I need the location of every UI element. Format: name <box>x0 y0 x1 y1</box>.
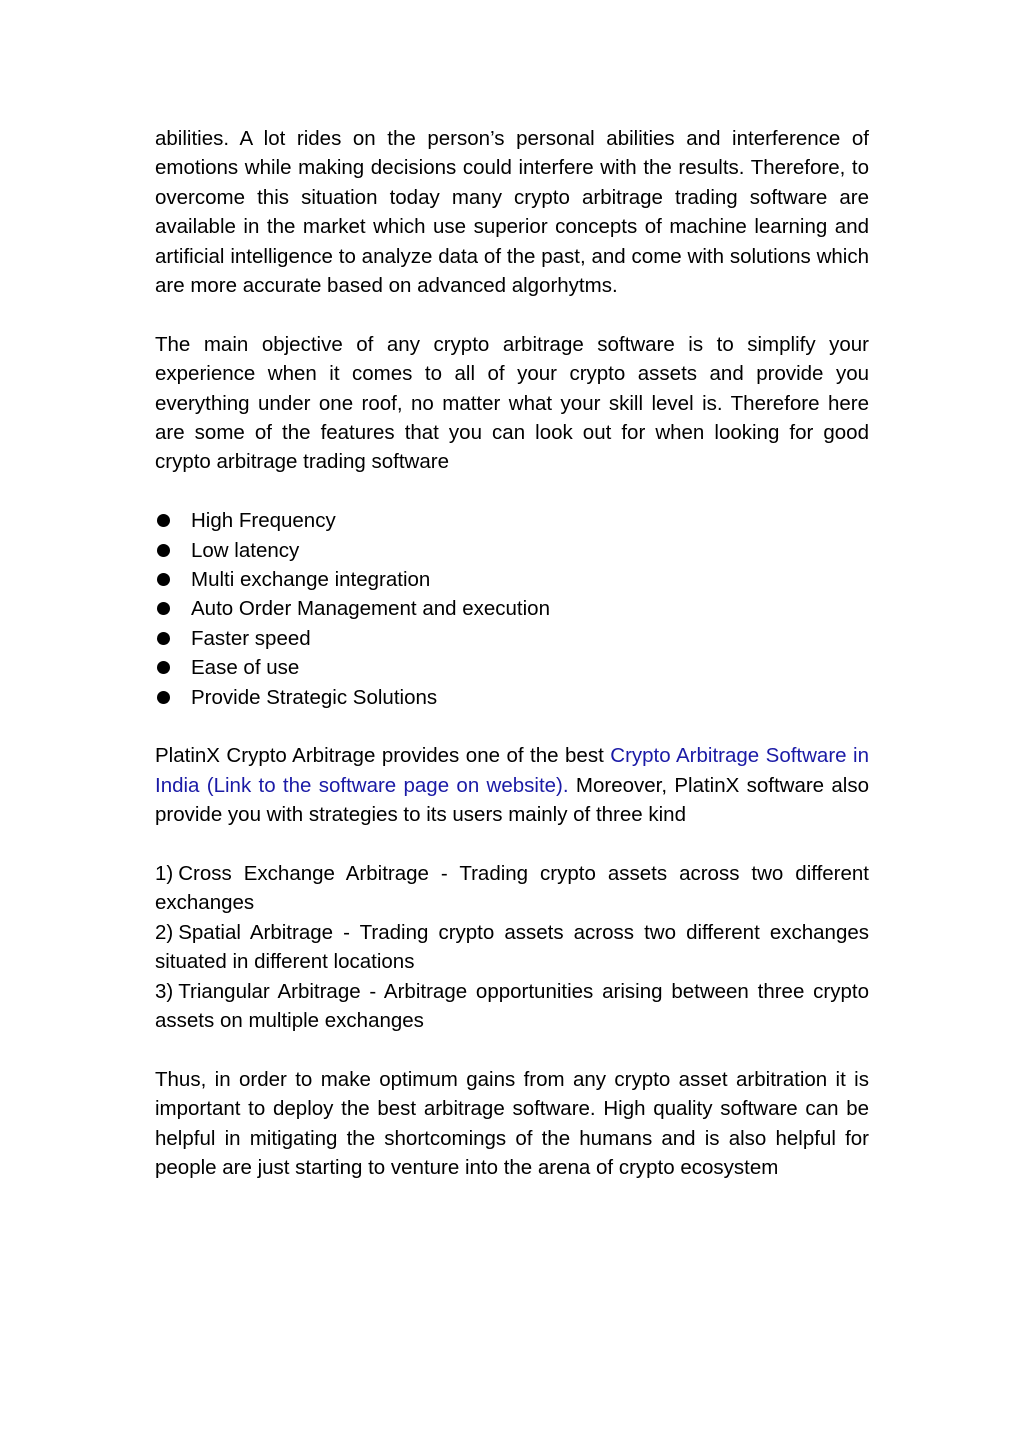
bullet-icon <box>157 632 170 645</box>
software-page-link[interactable]: Crypto Arbitrage Software in India (Link to the software page on website). <box>155 744 869 797</box>
strategy-item <box>155 977 869 1036</box>
paragraph-platinx <box>155 741 869 829</box>
paragraph-abilities: abilities. A lot rides on the person’s personal abilities and interference of emotions while making decisions could interfere with the results. Therefore, to overcome this situation today many crypto arbitrage trading software are available in the market which use superior concepts of machine learning and artificial intelligence to analyze data of the past, and come with solutions which are more accurate based on advanced algorhytms. <box>155 127 869 298</box>
strategy-text: Spatial Arbitrage - Trading crypto assets across two different exchanges situated in different locations <box>155 920 869 974</box>
strategy-number: 2) <box>155 920 174 944</box>
feature-label: Low latency <box>191 538 300 562</box>
paragraph-conclusion: Thus, in order to make optimum gains from any crypto asset arbitration it is important to deploy the best arbitrage software. High quality software can be helpful in mitigating the shortcomings of the humans and is also helpful for people are just starting to venture into the arena of crypto ecosystem <box>155 1067 869 1180</box>
bullet-icon <box>157 514 170 527</box>
strategies-list <box>155 859 869 1035</box>
feature-label: Provide Strategic Solutions <box>191 685 438 709</box>
bullet-icon <box>157 661 170 674</box>
platinx-outro-text: Moreover, PlatinX software also provide you with strategies to its users mainly of three kind <box>155 773 870 827</box>
feature-label: Ease of use <box>191 656 300 680</box>
bullet-icon <box>157 691 170 704</box>
features-list <box>155 506 869 712</box>
feature-label: Faster speed <box>191 626 311 650</box>
bullet-icon <box>157 602 170 615</box>
list-item <box>155 683 869 712</box>
bullet-icon <box>157 544 170 557</box>
list-item <box>155 594 869 623</box>
strategy-item <box>155 918 869 977</box>
platinx-intro-text: PlatinX Crypto Arbitrage provides one of the best <box>155 744 611 768</box>
list-item <box>155 653 869 682</box>
feature-label: Auto Order Management and execution <box>191 597 550 621</box>
list-item <box>155 565 869 594</box>
strategy-text: Cross Exchange Arbitrage - Trading crypto assets across two different exchanges <box>155 861 869 915</box>
list-item <box>155 506 869 535</box>
strategy-text: Triangular Arbitrage - Arbitrage opportunities arising between three crypto assets on multiple exchanges <box>155 979 869 1033</box>
feature-label: High Frequency <box>191 509 336 533</box>
document-page <box>155 124 869 1212</box>
paragraph-main-objective: The main objective of any crypto arbitrage software is to simplify your experience when it comes to all of your crypto assets and provide you everything under one roof, no matter what your skill level is. Therefore here are some of the features that you can look out for when looking for good crypto arbitrage trading software <box>155 332 869 474</box>
feature-label: Multi exchange integration <box>191 568 431 592</box>
list-item <box>155 624 869 653</box>
list-item <box>155 536 869 565</box>
strategy-number: 3) <box>155 979 174 1003</box>
strategy-number: 1) <box>155 861 174 885</box>
strategy-item <box>155 859 869 918</box>
bullet-icon <box>157 573 170 586</box>
